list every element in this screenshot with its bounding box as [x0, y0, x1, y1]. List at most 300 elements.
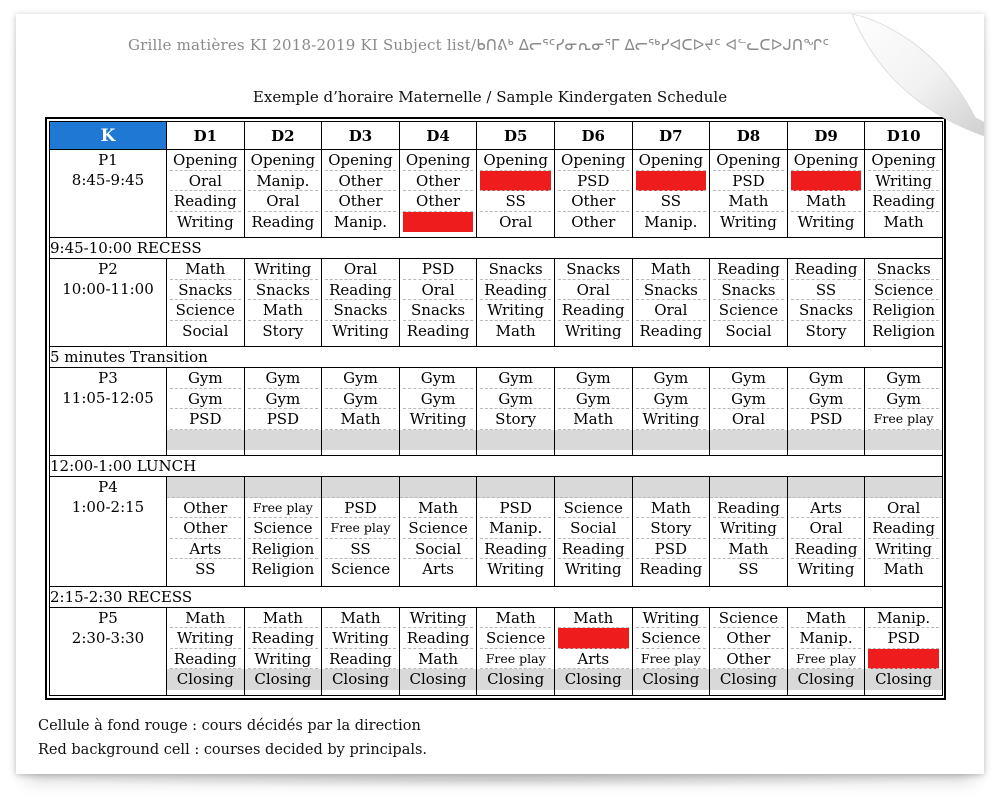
subject-slot: Writing — [403, 409, 474, 430]
subject-slot: Religion — [248, 539, 319, 560]
subject-slot: Math — [558, 608, 629, 629]
period-label — [50, 607, 167, 695]
schedule-cell — [865, 477, 943, 587]
schedule-cell — [322, 259, 400, 347]
subject-slot: Oral — [868, 498, 939, 519]
subject-slot: Writing — [176, 212, 234, 231]
schedule-cell — [399, 607, 477, 695]
subject-slot: Story — [636, 518, 707, 539]
subject-slot: Writing — [248, 649, 319, 670]
subject-slot: Free play — [480, 649, 551, 670]
subject-slot: Gym — [636, 368, 707, 389]
schedule-cell — [477, 150, 555, 238]
subject-slot: Story — [805, 321, 847, 340]
subject-slot: Opening — [636, 150, 707, 171]
day-header-d5: D5 — [477, 122, 555, 150]
break-row — [50, 586, 943, 607]
subject-slot: Gym — [480, 389, 551, 410]
subject-slot: Writing — [564, 321, 622, 340]
subject-slot: Math — [248, 300, 319, 321]
schedule-cell — [710, 477, 788, 587]
empty-slot — [710, 430, 787, 451]
empty-slot — [555, 477, 632, 498]
subject-slot: Other — [713, 649, 784, 670]
period-label — [50, 150, 167, 238]
principal-decided-slot — [403, 212, 474, 233]
schedule-cell — [710, 607, 788, 695]
subject-slot: SS — [791, 280, 862, 301]
page-shadow — [40, 772, 960, 788]
subject-slot: Math — [170, 608, 241, 629]
subject-slot: Science — [403, 518, 474, 539]
schedule-cell — [244, 259, 322, 347]
subject-slot: Opening — [248, 150, 319, 171]
period-name: P5 — [98, 608, 118, 627]
subject-slot: Reading — [248, 628, 319, 649]
subject-slot: Science — [558, 498, 629, 519]
schedule-cell — [167, 150, 245, 238]
subject-slot: Manip. — [480, 518, 551, 539]
empty-slot — [633, 477, 710, 498]
subject-slot: Reading — [791, 539, 862, 560]
subject-slot: Science — [636, 628, 707, 649]
schedule-cell — [554, 150, 632, 238]
subject-slot: Religion — [868, 300, 939, 321]
subject-slot: Free play — [636, 649, 707, 670]
subject-slot: Reading — [403, 628, 474, 649]
subject-slot: Writing — [332, 321, 389, 340]
subject-slot: Story — [262, 321, 304, 340]
schedule-cell — [477, 607, 555, 695]
subject-slot: PSD — [170, 409, 241, 430]
subject-slot: Free play — [791, 649, 862, 670]
empty-slot — [477, 430, 554, 451]
day-header-d6: D6 — [554, 122, 632, 150]
period-time: 11:05-12:05 — [62, 389, 154, 408]
subject-slot: Writing — [797, 212, 855, 231]
subject-slot: Closing — [633, 669, 710, 690]
empty-slot — [400, 430, 477, 451]
header-row — [50, 122, 943, 150]
subject-slot: Gym — [170, 368, 241, 389]
subject-slot: SS — [195, 560, 216, 579]
empty-slot — [477, 477, 554, 498]
subject-slot: Snacks — [558, 259, 629, 280]
principal-decided-slot — [480, 171, 551, 192]
period-name: P2 — [98, 260, 118, 279]
subject-slot: Oral — [248, 191, 319, 212]
subject-slot: Math — [791, 608, 862, 629]
schedule-cell — [477, 368, 555, 456]
subject-slot: PSD — [325, 498, 396, 519]
subject-slot: Arts — [791, 498, 862, 519]
day-header-d4: D4 — [399, 122, 477, 150]
schedule-table-frame — [45, 117, 946, 700]
day-header-d10: D10 — [865, 122, 943, 150]
subject-slot: Science — [330, 560, 391, 579]
subject-slot: Gym — [713, 368, 784, 389]
empty-slot — [167, 477, 244, 498]
schedule-cell — [554, 607, 632, 695]
subject-slot: Manip. — [333, 212, 388, 231]
schedule-cell — [399, 368, 477, 456]
page-curl-icon — [852, 14, 984, 136]
schedule-cell — [632, 368, 710, 456]
period-label — [50, 477, 167, 587]
subject-slot: Arts — [558, 649, 629, 670]
subject-slot: Math — [883, 212, 924, 231]
subject-slot: Reading — [558, 539, 629, 560]
subject-slot: Snacks — [325, 300, 396, 321]
subject-slot: Reading — [639, 560, 703, 579]
empty-slot — [322, 477, 399, 498]
subject-slot: PSD — [403, 259, 474, 280]
subject-slot: Gym — [170, 389, 241, 410]
schedule-cell — [787, 259, 865, 347]
subject-slot: Math — [325, 409, 396, 430]
subject-slot: Other — [325, 171, 396, 192]
schedule-cell — [787, 607, 865, 695]
break-label: 12:00-1:00 LUNCH — [50, 456, 943, 477]
subject-slot: Gym — [636, 389, 707, 410]
subject-slot: Story — [480, 409, 551, 430]
subject-slot: Oral — [713, 409, 784, 430]
schedule-cell — [167, 368, 245, 456]
subject-slot: Reading — [480, 280, 551, 301]
empty-slot — [710, 477, 787, 498]
empty-slot — [865, 430, 942, 451]
subject-slot: Math — [883, 560, 924, 579]
schedule-cell — [167, 477, 245, 587]
period-row-p5 — [50, 607, 943, 695]
subject-slot: Math — [558, 409, 629, 430]
subject-slot: Other — [558, 191, 629, 212]
subject-slot: Math — [636, 259, 707, 280]
subject-slot: Writing — [636, 608, 707, 629]
subject-slot: Reading — [713, 498, 784, 519]
subject-slot: Other — [325, 191, 396, 212]
period-row-p2 — [50, 259, 943, 347]
period-time: 2:30-3:30 — [71, 628, 145, 647]
subject-slot: Opening — [480, 150, 551, 171]
subject-slot: Reading — [325, 649, 396, 670]
subject-slot: Writing — [636, 409, 707, 430]
empty-slot — [555, 430, 632, 451]
subject-slot: Snacks — [868, 259, 939, 280]
subject-slot: PSD — [713, 171, 784, 192]
schedule-cell — [632, 259, 710, 347]
schedule-cell — [865, 368, 943, 456]
empty-slot — [633, 430, 710, 451]
empty-slot — [788, 477, 865, 498]
subject-slot: Snacks — [248, 280, 319, 301]
subject-slot: Gym — [791, 389, 862, 410]
period-time: 1:00-2:15 — [71, 498, 145, 517]
subject-slot: Oral — [636, 300, 707, 321]
subject-slot: Other — [403, 171, 474, 192]
grade-header: K — [50, 122, 167, 150]
subject-slot: Science — [248, 518, 319, 539]
schedule-cell — [399, 259, 477, 347]
subject-slot: Opening — [868, 150, 939, 171]
subject-slot: Snacks — [791, 300, 862, 321]
subject-slot: Closing — [710, 669, 787, 690]
subject-slot: Free play — [325, 518, 396, 539]
subject-slot: Math — [480, 608, 551, 629]
legend-english: Red background cell : courses decided by principals. — [38, 742, 428, 758]
subject-slot: Writing — [170, 628, 241, 649]
subject-slot: Gym — [558, 368, 629, 389]
subject-slot: Gym — [403, 368, 474, 389]
subject-slot: Oral — [403, 280, 474, 301]
day-header-d2: D2 — [244, 122, 322, 150]
subject-slot: Reading — [325, 280, 396, 301]
subject-slot: Writing — [325, 628, 396, 649]
period-time: 10:00-11:00 — [62, 280, 154, 299]
schedule-cell — [167, 607, 245, 695]
subject-slot: Gym — [248, 389, 319, 410]
subject-slot: Science — [480, 628, 551, 649]
subject-slot: Gym — [403, 389, 474, 410]
subject-slot: Gym — [480, 368, 551, 389]
subject-slot: Oral — [325, 259, 396, 280]
document-title: Grille matières KI 2018-2019 KI Subject list/ᑲᑎᕕᒃ ᐃᓕᕐᑦᓯᓂᕆᓂᕐᒥ ᐃᓕᖅᓯᐊᑕᐅᔪᑦ ᐊᓪᓚᑕᐅᒍᑎᖏᑦ — [128, 36, 830, 54]
subject-slot: Opening — [713, 150, 784, 171]
subject-slot: Opening — [558, 150, 629, 171]
subject-slot: Other — [403, 191, 474, 212]
subject-slot: Gym — [868, 389, 939, 410]
subject-slot: Closing — [788, 669, 865, 690]
schedule-cell — [477, 477, 555, 587]
subject-slot: Closing — [400, 669, 477, 690]
subject-slot: Other — [170, 498, 241, 519]
subject-slot: Math — [325, 608, 396, 629]
schedule-cell — [787, 150, 865, 238]
subject-slot: Gym — [248, 368, 319, 389]
schedule-cell — [865, 607, 943, 695]
subject-slot: Writing — [480, 300, 551, 321]
empty-slot — [245, 430, 322, 451]
subject-slot: Writing — [868, 171, 939, 192]
subject-slot: Religion — [251, 560, 315, 579]
subject-slot: PSD — [868, 628, 939, 649]
break-label: 2:15-2:30 RECESS — [50, 586, 943, 607]
subject-slot: Gym — [791, 368, 862, 389]
subject-slot: Snacks — [480, 259, 551, 280]
schedule-table — [49, 121, 943, 696]
subject-slot: Arts — [170, 539, 241, 560]
subject-slot: Religion — [872, 321, 936, 340]
day-header-d9: D9 — [787, 122, 865, 150]
schedule-cell — [322, 150, 400, 238]
subject-slot: Reading — [791, 259, 862, 280]
period-label — [50, 368, 167, 456]
empty-slot — [245, 477, 322, 498]
subject-slot: Reading — [868, 191, 939, 212]
subject-slot: Reading — [170, 191, 241, 212]
subject-slot: Closing — [555, 669, 632, 690]
schedule-cell — [710, 368, 788, 456]
schedule-cell — [322, 607, 400, 695]
subject-slot: Closing — [167, 669, 244, 690]
schedule-body — [50, 150, 943, 696]
subject-slot: Science — [170, 300, 241, 321]
subject-slot: Snacks — [713, 280, 784, 301]
subject-slot: Closing — [865, 669, 942, 690]
subject-slot: Gym — [713, 389, 784, 410]
schedule-cell — [787, 368, 865, 456]
subject-slot: Social — [558, 518, 629, 539]
subject-slot: Science — [713, 608, 784, 629]
schedule-cell — [710, 150, 788, 238]
subject-slot: Math — [170, 259, 241, 280]
subject-slot: Manip. — [248, 171, 319, 192]
break-row — [50, 456, 943, 477]
period-label — [50, 259, 167, 347]
subject-slot: Free play — [248, 498, 319, 519]
subject-slot: PSD — [636, 539, 707, 560]
subject-slot: Reading — [639, 321, 703, 340]
period-name: P3 — [98, 369, 118, 388]
subject-slot: Oral — [170, 171, 241, 192]
schedule-cell — [554, 259, 632, 347]
subject-slot: Social — [403, 539, 474, 560]
subject-slot: Writing — [248, 259, 319, 280]
subject-slot: Other — [571, 212, 616, 231]
period-name: P4 — [98, 478, 118, 497]
subject-slot: Math — [636, 498, 707, 519]
subject-slot: Closing — [245, 669, 322, 690]
schedule-title: Exemple d’horaire Maternelle / Sample Kindergaten Schedule — [252, 88, 728, 106]
subject-slot: Math — [495, 321, 536, 340]
schedule-cell — [865, 259, 943, 347]
subject-slot: PSD — [558, 171, 629, 192]
principal-decided-slot — [558, 628, 629, 649]
schedule-cell — [787, 477, 865, 587]
subject-slot: Writing — [868, 539, 939, 560]
period-name: P1 — [98, 151, 118, 169]
schedule-cell — [244, 368, 322, 456]
subject-slot: Oral — [499, 212, 533, 231]
subject-slot: Reading — [713, 259, 784, 280]
subject-slot: Social — [725, 321, 772, 340]
subject-slot: Reading — [558, 300, 629, 321]
subject-slot: Gym — [325, 368, 396, 389]
schedule-cell — [865, 150, 943, 238]
subject-slot: Social — [182, 321, 229, 340]
subject-slot: Science — [713, 300, 784, 321]
subject-slot: Oral — [558, 280, 629, 301]
principal-decided-slot — [868, 649, 939, 670]
subject-slot: Reading — [251, 212, 315, 231]
subject-slot: Gym — [325, 389, 396, 410]
subject-slot: Writing — [487, 560, 545, 579]
empty-slot — [400, 477, 477, 498]
subject-slot: Snacks — [170, 280, 241, 301]
subject-slot: Closing — [477, 669, 554, 690]
break-row — [50, 347, 943, 368]
subject-slot: Reading — [868, 518, 939, 539]
subject-slot: Opening — [791, 150, 862, 171]
schedule-cell — [322, 368, 400, 456]
schedule-cell — [244, 607, 322, 695]
subject-slot: SS — [738, 560, 759, 579]
subject-slot: Reading — [170, 649, 241, 670]
subject-slot: Arts — [422, 560, 454, 579]
day-header-d1: D1 — [167, 122, 245, 150]
legend-french: Cellule à fond rouge : cours décidés par la direction — [38, 718, 421, 734]
subject-slot: Writing — [564, 560, 622, 579]
day-header-d3: D3 — [322, 122, 400, 150]
schedule-cell — [477, 259, 555, 347]
subject-slot: Other — [713, 628, 784, 649]
subject-slot: PSD — [248, 409, 319, 430]
schedule-cell — [167, 259, 245, 347]
subject-slot: Gym — [868, 368, 939, 389]
break-label: 9:45-10:00 RECESS — [50, 238, 943, 259]
schedule-cell — [632, 150, 710, 238]
subject-slot: Math — [713, 539, 784, 560]
schedule-cell — [399, 477, 477, 587]
subject-slot: Oral — [791, 518, 862, 539]
principal-decided-slot — [636, 171, 707, 192]
subject-slot: Writing — [720, 212, 777, 231]
subject-slot: Reading — [406, 321, 470, 340]
day-header-d7: D7 — [632, 122, 710, 150]
subject-slot: Science — [868, 280, 939, 301]
subject-slot: Free play — [868, 409, 939, 430]
subject-slot: SS — [325, 539, 396, 560]
subject-slot: Manip. — [868, 608, 939, 629]
subject-slot: Opening — [403, 150, 474, 171]
subject-slot: Gym — [558, 389, 629, 410]
schedule-cell — [244, 477, 322, 587]
subject-slot: PSD — [791, 409, 862, 430]
subject-slot: Reading — [480, 539, 551, 560]
subject-slot: PSD — [480, 498, 551, 519]
schedule-cell — [710, 259, 788, 347]
subject-slot: Snacks — [403, 300, 474, 321]
subject-slot: Closing — [322, 669, 399, 690]
schedule-cell — [322, 477, 400, 587]
subject-slot: SS — [636, 191, 707, 212]
subject-slot: Math — [791, 191, 862, 212]
empty-slot — [167, 430, 244, 451]
subject-slot: Math — [403, 498, 474, 519]
subject-slot: Writing — [797, 560, 855, 579]
schedule-cell — [244, 150, 322, 238]
subject-slot: Manip. — [644, 212, 698, 231]
day-header-d8: D8 — [710, 122, 788, 150]
period-row-p3 — [50, 368, 943, 456]
subject-slot: Writing — [713, 518, 784, 539]
subject-slot: Opening — [325, 150, 396, 171]
schedule-cell — [399, 150, 477, 238]
subject-slot: Math — [713, 191, 784, 212]
subject-slot: Math — [248, 608, 319, 629]
schedule-cell — [554, 477, 632, 587]
period-time: 8:45-9:45 — [71, 171, 145, 189]
subject-slot: Math — [403, 649, 474, 670]
period-row-p4 — [50, 477, 943, 587]
empty-slot — [322, 430, 399, 451]
subject-slot: Writing — [403, 608, 474, 629]
schedule-cell — [554, 368, 632, 456]
empty-slot — [788, 430, 865, 451]
empty-slot — [865, 477, 942, 498]
subject-slot: Snacks — [636, 280, 707, 301]
schedule-cell — [632, 607, 710, 695]
